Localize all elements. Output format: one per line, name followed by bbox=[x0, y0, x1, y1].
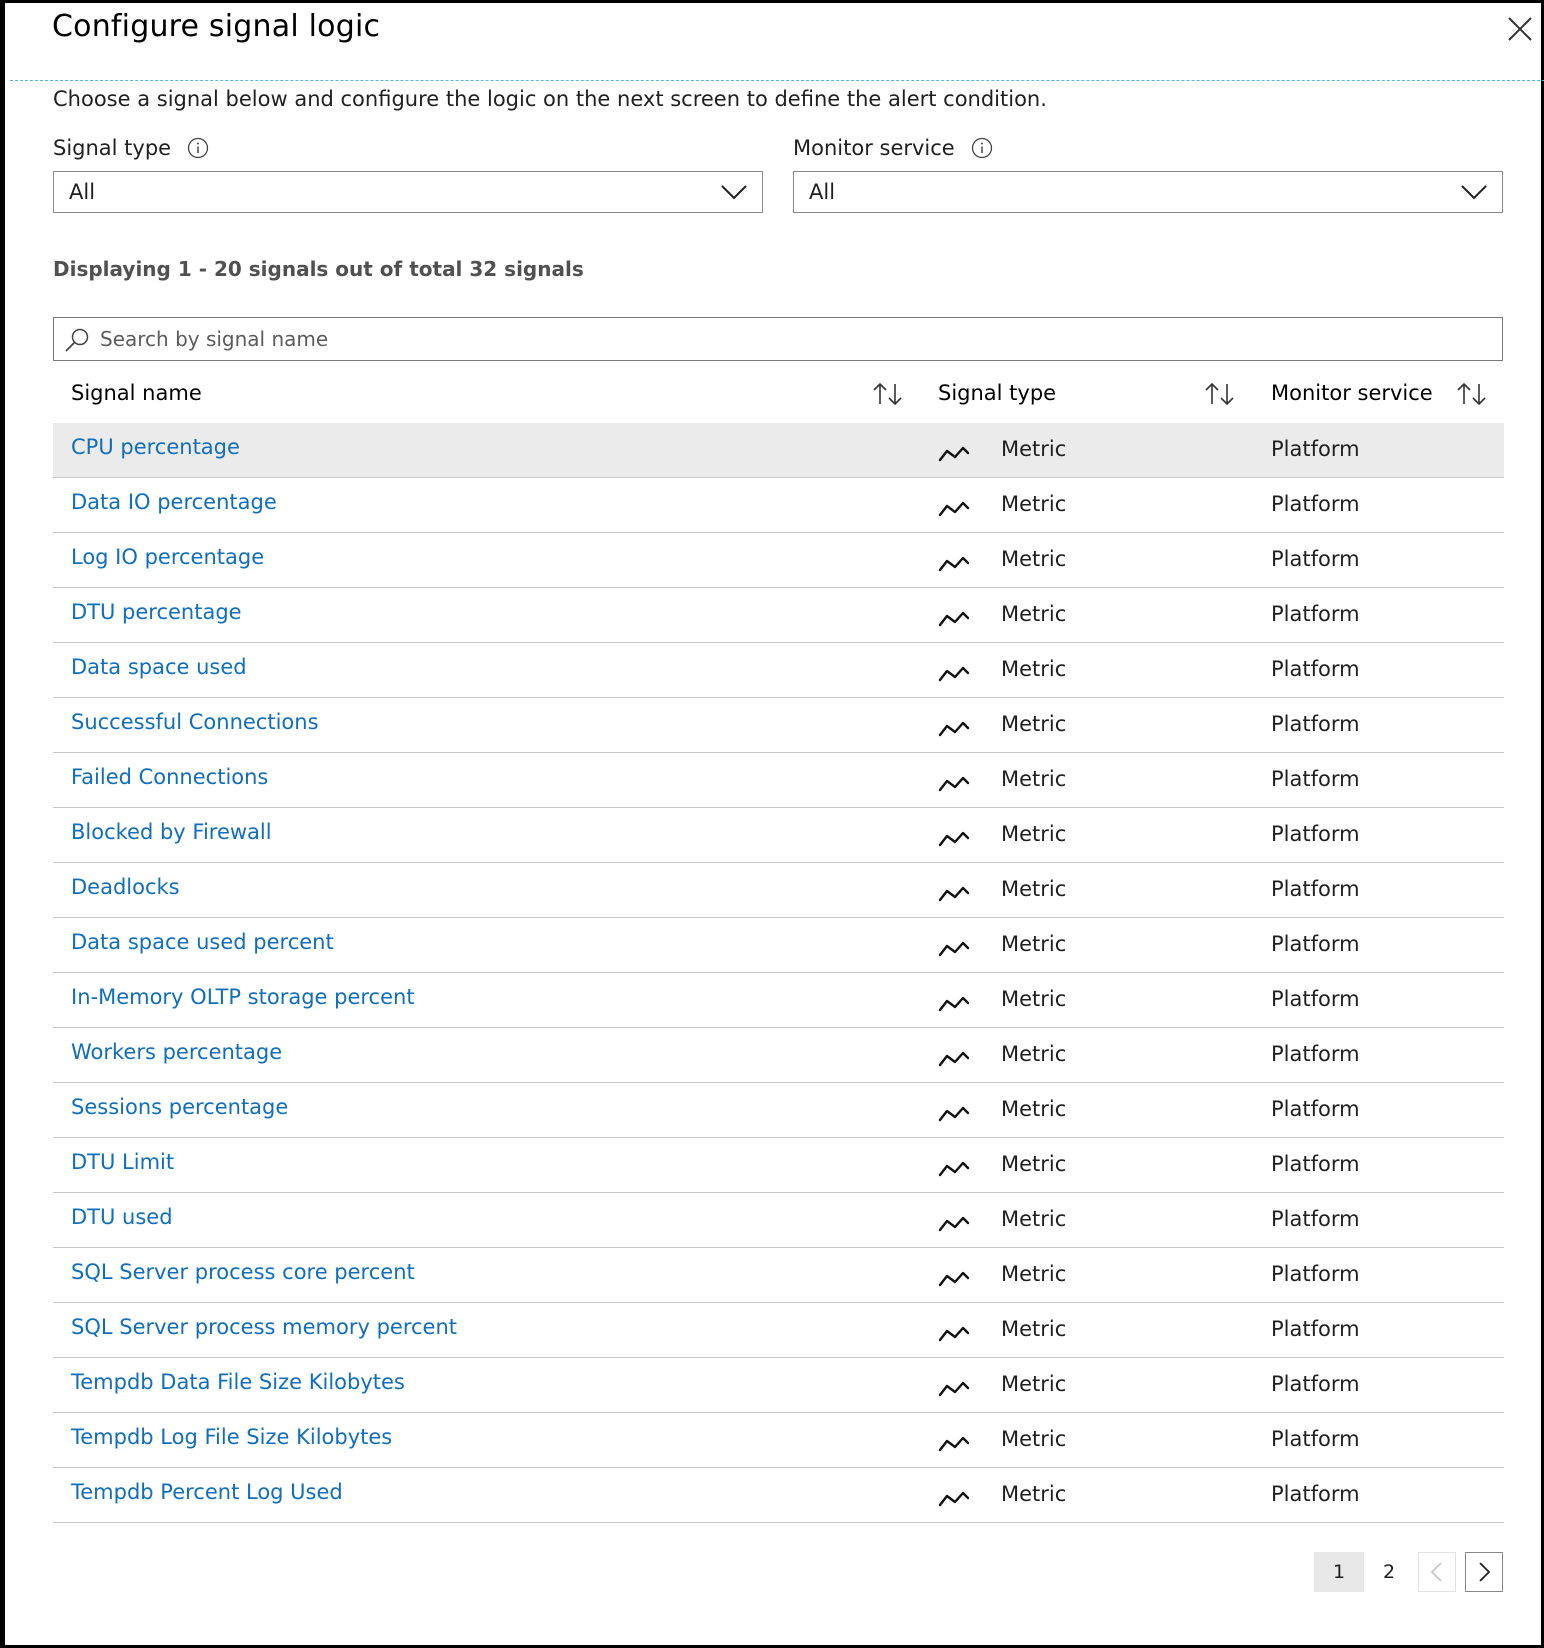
sort-icon[interactable] bbox=[1203, 381, 1237, 407]
metric-icon bbox=[938, 665, 970, 683]
monitor-service-cell: Platform bbox=[1271, 1372, 1360, 1396]
metric-icon bbox=[938, 500, 970, 518]
table-row[interactable] bbox=[53, 1358, 1504, 1413]
metric-icon bbox=[938, 940, 970, 958]
monitor-service-dropdown[interactable] bbox=[793, 171, 1503, 213]
signal-name-link[interactable]: DTU used bbox=[71, 1205, 173, 1229]
column-header-signal-name[interactable]: Signal name bbox=[71, 381, 202, 405]
signal-name-link[interactable]: In-Memory OLTP storage percent bbox=[71, 985, 415, 1009]
info-icon[interactable] bbox=[971, 137, 993, 159]
metric-icon bbox=[938, 995, 970, 1013]
metric-icon bbox=[938, 885, 970, 903]
table-row[interactable] bbox=[53, 698, 1504, 753]
signal-type-label-text: Signal type bbox=[53, 136, 172, 160]
table-row[interactable] bbox=[53, 1413, 1504, 1468]
monitor-service-cell: Platform bbox=[1271, 1207, 1360, 1231]
table-row[interactable] bbox=[53, 1083, 1504, 1138]
metric-icon bbox=[938, 1105, 970, 1123]
search-box[interactable] bbox=[53, 317, 1503, 361]
metric-icon bbox=[938, 555, 970, 573]
chevron-right-icon bbox=[1466, 1553, 1502, 1591]
table-row[interactable] bbox=[53, 1028, 1504, 1083]
table-row[interactable] bbox=[53, 918, 1504, 973]
table-row[interactable] bbox=[53, 1303, 1504, 1358]
table-row[interactable] bbox=[53, 588, 1504, 643]
signal-type-cell: Metric bbox=[1001, 1207, 1067, 1231]
dialog-subtitle: Choose a signal below and configure the logic on the next screen to define the alert condition. bbox=[53, 87, 1047, 111]
table-header bbox=[53, 367, 1504, 423]
signal-name-link[interactable]: Workers percentage bbox=[71, 1040, 283, 1064]
signal-name-link[interactable]: Data space used bbox=[71, 655, 247, 679]
signal-name-link[interactable]: Log IO percentage bbox=[71, 545, 265, 569]
page-2-button[interactable]: 2 bbox=[1382, 1561, 1396, 1583]
metric-icon bbox=[938, 1270, 970, 1288]
signal-name-link[interactable]: DTU Limit bbox=[71, 1150, 175, 1174]
column-header-signal-type[interactable]: Signal type bbox=[938, 381, 1057, 405]
sort-icon[interactable] bbox=[1455, 381, 1489, 407]
signal-type-cell: Metric bbox=[1001, 437, 1067, 461]
monitor-service-cell: Platform bbox=[1271, 1042, 1360, 1066]
monitor-service-cell: Platform bbox=[1271, 492, 1360, 516]
table-row[interactable] bbox=[53, 808, 1504, 863]
signal-type-cell: Metric bbox=[1001, 1262, 1067, 1286]
sort-icon[interactable] bbox=[871, 381, 905, 407]
monitor-service-cell: Platform bbox=[1271, 822, 1360, 846]
metric-icon bbox=[938, 1490, 970, 1508]
monitor-service-cell: Platform bbox=[1271, 1152, 1360, 1176]
monitor-service-cell: Platform bbox=[1271, 437, 1360, 461]
previous-page-button[interactable] bbox=[1418, 1552, 1456, 1592]
signal-name-link[interactable]: Successful Connections bbox=[71, 710, 319, 734]
chevron-down-icon bbox=[720, 180, 748, 204]
search-input[interactable] bbox=[98, 320, 1492, 358]
signal-name-link[interactable]: Sessions percentage bbox=[71, 1095, 289, 1119]
signal-type-cell: Metric bbox=[1001, 822, 1067, 846]
signal-table-body bbox=[53, 423, 1504, 1523]
metric-icon bbox=[938, 610, 970, 628]
monitor-service-cell: Platform bbox=[1271, 712, 1360, 736]
table-row[interactable] bbox=[53, 478, 1504, 533]
signal-name-link[interactable]: Tempdb Percent Log Used bbox=[71, 1480, 343, 1504]
table-row[interactable] bbox=[53, 533, 1504, 588]
signal-type-cell: Metric bbox=[1001, 1482, 1067, 1506]
header-divider bbox=[10, 80, 1544, 81]
monitor-service-cell: Platform bbox=[1271, 877, 1360, 901]
metric-icon bbox=[938, 1215, 970, 1233]
metric-icon bbox=[938, 1160, 970, 1178]
monitor-service-cell: Platform bbox=[1271, 1482, 1360, 1506]
monitor-service-cell: Platform bbox=[1271, 1427, 1360, 1451]
signal-type-cell: Metric bbox=[1001, 1042, 1067, 1066]
monitor-service-cell: Platform bbox=[1271, 1317, 1360, 1341]
table-row[interactable] bbox=[53, 753, 1504, 808]
signal-type-label bbox=[53, 136, 209, 160]
signal-name-link[interactable]: Tempdb Log File Size Kilobytes bbox=[71, 1425, 393, 1449]
table-row[interactable] bbox=[53, 1468, 1504, 1523]
metric-icon bbox=[938, 445, 970, 463]
metric-icon bbox=[938, 830, 970, 848]
signal-name-link[interactable]: CPU percentage bbox=[71, 435, 240, 459]
monitor-service-cell: Platform bbox=[1271, 932, 1360, 956]
monitor-service-cell: Platform bbox=[1271, 547, 1360, 571]
signal-type-value: All bbox=[69, 180, 96, 204]
metric-icon bbox=[938, 1380, 970, 1398]
signal-type-cell: Metric bbox=[1001, 712, 1067, 736]
next-page-button[interactable] bbox=[1465, 1552, 1503, 1592]
signal-name-link[interactable]: SQL Server process memory percent bbox=[71, 1315, 457, 1339]
chevron-left-icon bbox=[1419, 1553, 1455, 1591]
signal-type-cell: Metric bbox=[1001, 602, 1067, 626]
table-row[interactable] bbox=[53, 1193, 1504, 1248]
metric-icon bbox=[938, 1050, 970, 1068]
monitor-service-label bbox=[793, 136, 993, 160]
page-1-button[interactable]: 1 bbox=[1314, 1552, 1364, 1592]
signal-type-dropdown[interactable] bbox=[53, 171, 763, 213]
column-header-monitor-service[interactable]: Monitor service bbox=[1271, 381, 1433, 405]
monitor-service-value: All bbox=[809, 180, 836, 204]
signal-type-cell: Metric bbox=[1001, 492, 1067, 516]
signal-type-cell: Metric bbox=[1001, 1152, 1067, 1176]
monitor-service-cell: Platform bbox=[1271, 657, 1360, 681]
metric-icon bbox=[938, 720, 970, 738]
table-row[interactable] bbox=[53, 973, 1504, 1028]
signal-type-cell: Metric bbox=[1001, 1427, 1067, 1451]
signal-type-cell: Metric bbox=[1001, 1317, 1067, 1341]
signal-name-link[interactable]: Data space used percent bbox=[71, 930, 334, 954]
monitor-service-label-text: Monitor service bbox=[793, 136, 955, 160]
search-icon bbox=[64, 327, 90, 353]
signal-type-cell: Metric bbox=[1001, 657, 1067, 681]
signal-type-cell: Metric bbox=[1001, 987, 1067, 1011]
signal-name-link[interactable]: DTU percentage bbox=[71, 600, 242, 624]
table-row[interactable] bbox=[53, 1138, 1504, 1193]
signal-type-cell: Metric bbox=[1001, 877, 1067, 901]
signal-name-link[interactable]: Deadlocks bbox=[71, 875, 180, 899]
close-icon[interactable] bbox=[1507, 16, 1533, 42]
monitor-service-cell: Platform bbox=[1271, 767, 1360, 791]
monitor-service-cell: Platform bbox=[1271, 987, 1360, 1011]
chevron-down-icon bbox=[1460, 180, 1488, 204]
monitor-service-cell: Platform bbox=[1271, 1097, 1360, 1121]
signal-name-link[interactable]: Tempdb Data File Size Kilobytes bbox=[71, 1370, 405, 1394]
table-row[interactable] bbox=[53, 863, 1504, 918]
signal-type-cell: Metric bbox=[1001, 932, 1067, 956]
metric-icon bbox=[938, 1435, 970, 1453]
signal-type-cell: Metric bbox=[1001, 767, 1067, 791]
info-icon[interactable] bbox=[187, 137, 209, 159]
monitor-service-cell: Platform bbox=[1271, 1262, 1360, 1286]
signal-name-link[interactable]: SQL Server process core percent bbox=[71, 1260, 415, 1284]
dialog-title: Configure signal logic bbox=[52, 9, 381, 44]
signal-count-summary: Displaying 1 - 20 signals out of total 32 signals bbox=[53, 257, 584, 281]
metric-icon bbox=[938, 775, 970, 793]
signal-name-link[interactable]: Failed Connections bbox=[71, 765, 269, 789]
signal-type-cell: Metric bbox=[1001, 1097, 1067, 1121]
metric-icon bbox=[938, 1325, 970, 1343]
table-row[interactable] bbox=[53, 423, 1504, 478]
signal-name-link[interactable]: Data IO percentage bbox=[71, 490, 277, 514]
monitor-service-cell: Platform bbox=[1271, 602, 1360, 626]
signal-type-cell: Metric bbox=[1001, 1372, 1067, 1396]
table-row[interactable] bbox=[53, 1248, 1504, 1303]
table-row[interactable] bbox=[53, 643, 1504, 698]
signal-name-link[interactable]: Blocked by Firewall bbox=[71, 820, 272, 844]
signal-type-cell: Metric bbox=[1001, 547, 1067, 571]
